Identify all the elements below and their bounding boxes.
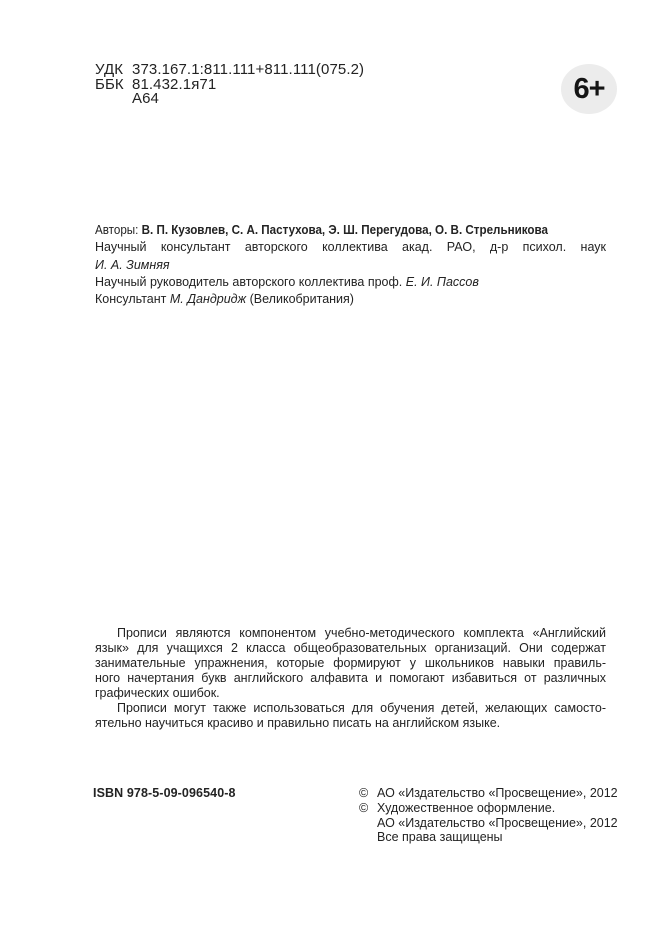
head-prefix: Научный руководитель авторского коллектива проф. <box>95 274 403 289</box>
copyright-line <box>359 830 618 845</box>
head-name: Е. И. Пассов <box>405 274 479 289</box>
copyright-block <box>359 786 618 845</box>
udk-label: УДК <box>95 61 124 78</box>
age-rating-label: 6+ <box>573 72 605 105</box>
consultant-name: И. А. Зимняя <box>95 257 170 272</box>
copyright-text: Все права защищены <box>377 830 503 845</box>
bbk-label: ББК <box>95 75 124 93</box>
annotation-line: Прописи могут также использоваться для обучения детей, желающих самосто- <box>117 701 606 715</box>
annotation-paragraph-2 <box>95 701 606 731</box>
copyright-symbol <box>359 830 377 845</box>
credits-block <box>95 222 606 308</box>
classification-block <box>95 63 364 107</box>
copyright-symbol: © <box>359 786 369 800</box>
copyright-line <box>359 816 618 831</box>
copyright-line <box>359 786 618 801</box>
uk-consultant-name: М. Дандридж <box>169 292 247 307</box>
copyright-text: АО «Издательство «Просвещение», 2012 <box>377 815 618 830</box>
author-mark: А64 <box>132 90 159 108</box>
annotation-block <box>95 626 606 731</box>
consultant-line: Научный консультант авторского коллектива акад. РАО, д-р психол. наук <box>95 240 606 255</box>
udk-value: 373.167.1:811.111+811.111(075.2) <box>132 61 365 78</box>
uk-consultant-line <box>95 291 606 308</box>
age-rating-badge <box>561 64 617 114</box>
annotation-line: Прописи являются компонентом учебно-методического комплекта «Английский <box>117 626 606 640</box>
annotation-line: ятельно научиться красиво и правильно писать на английском языке. <box>95 716 501 730</box>
authors-names: В. П. Кузовлев, С. А. Пастухова, Э. Ш. Перегудова, О. В. Стрельникова <box>141 223 548 237</box>
annotation-line: ного начертания букв английского алфавита и помогают избавиться от различных <box>95 671 606 685</box>
annotation-line: графических ошибок. <box>95 686 220 700</box>
authors-prefix: Авторы: <box>95 223 139 237</box>
annotation-paragraph-1 <box>95 626 606 701</box>
annotation-line: занимательные упражнения, которые формируют у школьников навыки правиль- <box>95 656 606 670</box>
copyright-symbol <box>359 816 377 831</box>
annotation-line: язык» для учащихся 2 класса общеобразовательных организаций. Они содержат <box>95 641 606 655</box>
copyright-symbol: © <box>359 800 369 815</box>
copyright-line <box>359 801 618 816</box>
uk-consultant-prefix: Консультант <box>95 292 167 307</box>
bbk-value: 81.432.1я71 <box>132 75 217 93</box>
authors-line <box>95 222 570 239</box>
copyright-text: АО «Издательство «Просвещение», 2012 <box>377 786 618 800</box>
isbn-text: ISBN 978-5-09-096540-8 <box>93 786 236 800</box>
head-line <box>95 274 606 291</box>
copyright-text: Художественное оформление. <box>377 800 556 815</box>
uk-consultant-suffix: (Великобритания) <box>249 292 354 307</box>
